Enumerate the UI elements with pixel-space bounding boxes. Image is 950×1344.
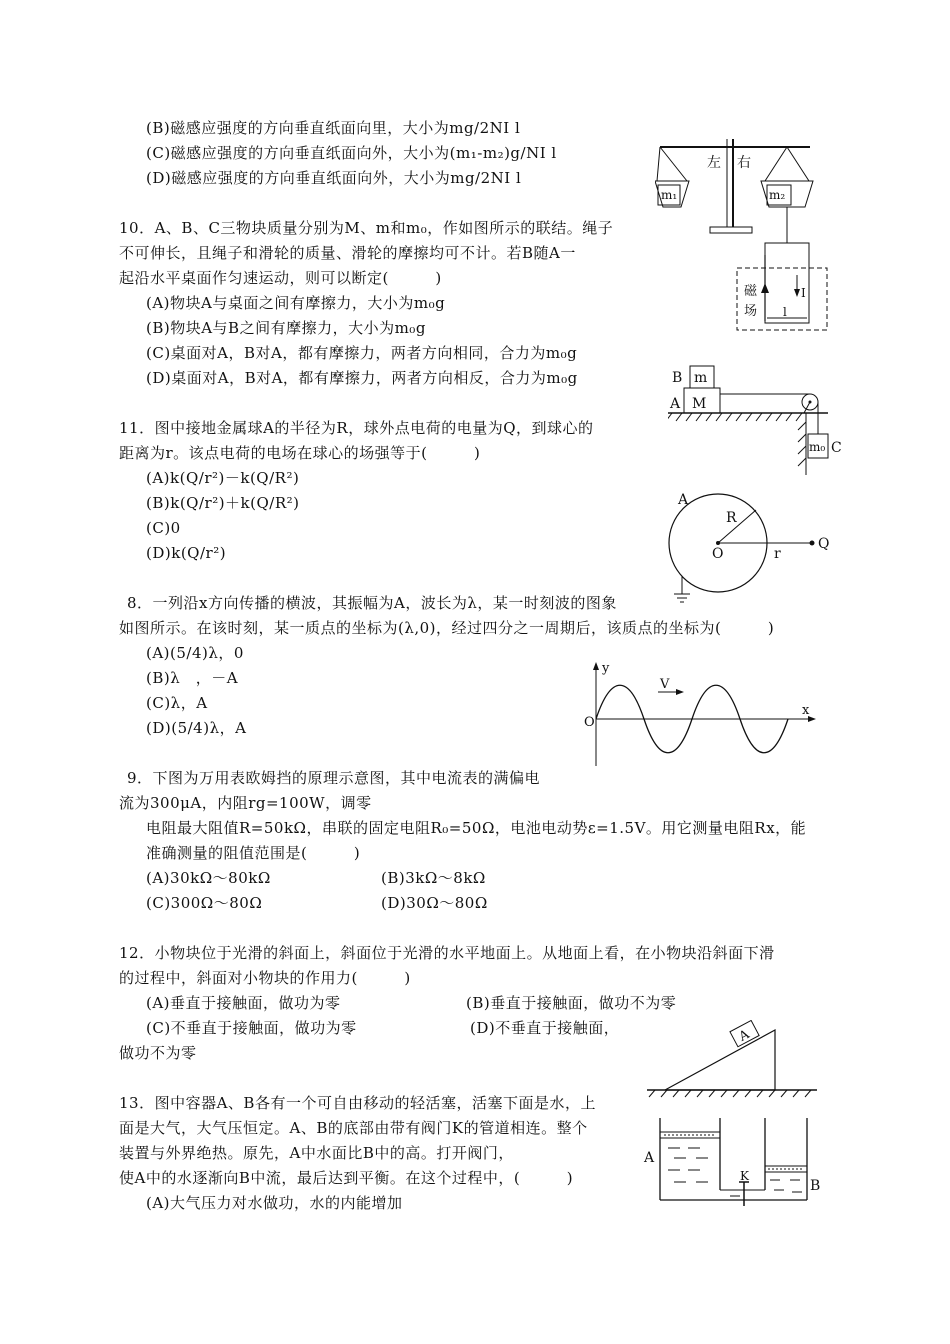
- q12-option-d-cont: 做功不为零: [119, 1044, 197, 1062]
- q9-stem-4: 准确测量的阻值范围是( ): [146, 844, 361, 862]
- q8-stem-2: 如图所示。在该时刻，某一质点的坐标为(λ,0)，经过四分之一周期后，该质点的坐标为( ): [119, 619, 775, 637]
- q13-stem-3: 装置与外界绝热。原先，A中水面比B中的高。打开阀门，: [119, 1144, 514, 1162]
- svg-text:右: 右: [737, 155, 751, 171]
- q8-option-c: (C)λ，A: [146, 694, 208, 712]
- svg-text:O: O: [712, 546, 724, 562]
- q10-option-b: (B)物块A与B之间有摩擦力，大小为m₀g: [146, 319, 426, 337]
- svg-text:左: 左: [707, 155, 721, 171]
- svg-text:A: A: [644, 1150, 655, 1166]
- svg-text:K: K: [740, 1169, 749, 1183]
- q12-option-c: (C)不垂直于接触面，做功为零: [146, 1019, 357, 1037]
- q8-stem-1: 8．一列沿x方向传播的横波，其振幅为A，波长为λ，某一时刻波的图象: [127, 594, 617, 612]
- svg-text:A: A: [670, 396, 681, 412]
- prev-option-b: (B)磁感应强度的方向垂直纸面向里，大小为mg/2NI l: [146, 119, 521, 137]
- q11-stem-2: 距离为r。该点电荷的电场在球心的场强等于( ): [119, 444, 481, 462]
- q9-option-c: (C)300Ω～80Ω: [146, 894, 263, 912]
- q9-option-a: (A)30kΩ～80kΩ: [146, 869, 271, 887]
- svg-text:m₁: m₁: [661, 188, 678, 202]
- q8-option-d: (D)(5/4)λ，A: [146, 719, 247, 737]
- q9-stem-3: 电阻最大阻值R=50kΩ，串联的固定电阻R₀=50Ω，电池电动势ε=1.5V。用它测量电阻Rx，能: [146, 819, 807, 837]
- prev-option-c: (C)磁感应强度的方向垂直纸面向外，大小为(m₁-m₂)g/NI l: [146, 144, 557, 162]
- svg-text:O: O: [584, 715, 595, 730]
- q9-option-d: (D)30Ω～80Ω: [381, 894, 488, 912]
- svg-text:y: y: [602, 661, 610, 676]
- svg-text:m₀: m₀: [809, 440, 826, 454]
- q11-option-d: (D)k(Q/r²): [146, 544, 227, 562]
- svg-text:磁: 磁: [744, 284, 758, 299]
- svg-text:x: x: [802, 703, 810, 718]
- q10-stem-3: 起沿水平桌面作匀速运动，则可以断定( ): [119, 269, 442, 287]
- q10-stem-1: 10．A、B、C三物块质量分别为M、m和m₀，作如图所示的联结。绳子: [119, 219, 614, 237]
- wave-figure: [580, 660, 820, 770]
- q9-option-b: (B)3kΩ～8kΩ: [381, 869, 486, 887]
- svg-text:A: A: [736, 1027, 752, 1045]
- vessels-figure: [640, 1110, 825, 1210]
- q8-option-b: (B)λ ，－A: [146, 669, 239, 687]
- svg-text:B: B: [810, 1178, 821, 1194]
- prev-option-d: (D)磁感应强度的方向垂直纸面向外，大小为mg/2NI l: [146, 169, 522, 187]
- q12-option-a: (A)垂直于接触面，做功为零: [146, 994, 341, 1012]
- q12-stem-2: 的过程中，斜面对小物块的作用力( ): [119, 969, 411, 987]
- svg-text:l: l: [783, 305, 787, 319]
- svg-text:R: R: [726, 510, 737, 526]
- q12-option-b: (B)垂直于接触面，做功不为零: [466, 994, 677, 1012]
- q12-option-d: (D)不垂直于接触面，: [470, 1019, 620, 1037]
- q12-stem-1: 12．小物块位于光滑的斜面上，斜面位于光滑的水平地面上。从地面上看，在小物块沿斜面下滑: [119, 944, 775, 962]
- svg-text:A: A: [678, 492, 689, 508]
- svg-text:场: 场: [744, 304, 758, 319]
- q9-stem-1: 9．下图为万用表欧姆挡的原理示意图，其中电流表的满偏电: [127, 769, 541, 787]
- q13-stem-1: 13．图中容器A、B各有一个可自由移动的轻活塞，活塞下面是水，上: [119, 1094, 596, 1112]
- q8-option-a: (A)(5/4)λ，0: [146, 644, 244, 662]
- q13-option-a: (A)大气压力对水做功，水的内能增加: [146, 1194, 403, 1212]
- svg-text:m: m: [694, 370, 708, 386]
- svg-text:r: r: [774, 546, 781, 562]
- svg-text:V: V: [660, 677, 670, 692]
- q10-option-c: (C)桌面对A，B对A，都有摩擦力，两者方向相同，合力为m₀g: [146, 344, 578, 362]
- svg-text:M: M: [692, 396, 707, 412]
- q10-stem-2: 不可伸长，且绳子和滑轮的质量、滑轮的摩擦均可不计。若B随A一: [119, 244, 576, 262]
- svg-text:I: I: [801, 286, 806, 300]
- svg-text:Q: Q: [818, 536, 830, 552]
- incline-figure: [645, 1020, 820, 1100]
- q11-option-b: (B)k(Q/r²)＋k(Q/R²): [146, 494, 300, 512]
- svg-text:B: B: [672, 370, 683, 386]
- svg-text:C: C: [831, 440, 842, 456]
- q10-option-d: (D)桌面对A，B对A，都有摩擦力，两者方向相反，合力为m₀g: [146, 369, 578, 387]
- q11-option-a: (A)k(Q/r²)－k(Q/R²): [146, 469, 300, 487]
- q10-option-a: (A)物块A与桌面之间有摩擦力，大小为m₀g: [146, 294, 446, 312]
- blocks-pulley-figure: [668, 360, 848, 480]
- q9-stem-2: 流为300μA，内阻rg=100W，调零: [119, 794, 372, 812]
- q11-option-c: (C)0: [146, 519, 181, 537]
- q11-stem-1: 11．图中接地金属球A的半径为R，球外点电荷的电量为Q，到球心的: [119, 419, 594, 437]
- q13-stem-4: 使A中的水逐渐向B中流，最后达到平衡。在这个过程中，( ): [119, 1169, 574, 1187]
- q13-stem-2: 面是大气，大气压恒定。A、B的底部由带有阀门K的管道相连。整个: [119, 1119, 588, 1137]
- svg-text:m₂: m₂: [769, 188, 786, 202]
- sphere-figure: [668, 488, 838, 613]
- balance-figure: [655, 135, 840, 335]
